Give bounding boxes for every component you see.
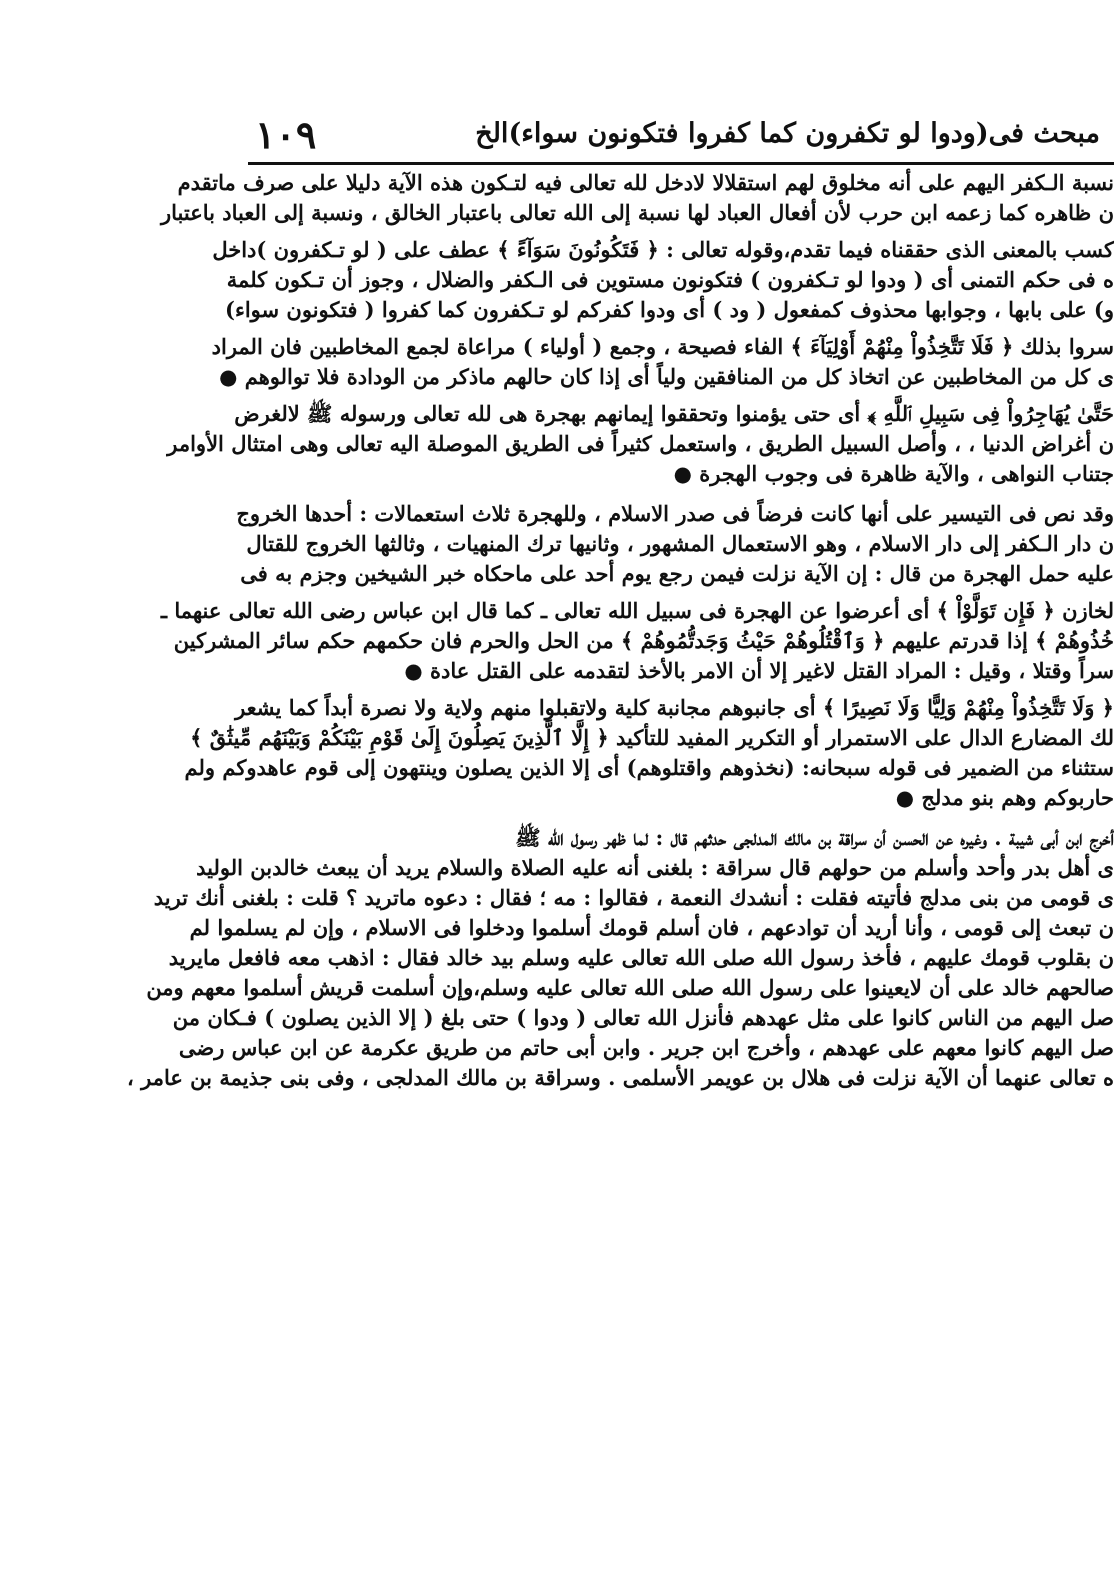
text-line: نسبة الـكفر اليهم على أنه مخلوق لهم استقلالا لادخل لله تعالى فيه لتـكون هذه الآية دليلا على صرف ماتقدم bbox=[177, 170, 1114, 195]
text-line: ﴿ وَلَا تَتَّخِذُواْ مِنْهُمْ وَلِيًّا وَلَا نَصِيرًا ﴾ أى جانبوهم مجانبة كلية ولاتقبلوا منهم ولاية ولا نصرة أبداً كما يشعر bbox=[235, 695, 1114, 720]
text-line: سراً وقتلا ، وقيل : المراد القتل لاغير إلا أن الامر بالأخذ لتقدمه على القتل عادة ● bbox=[404, 658, 1114, 683]
text-line: جتناب النواهى ، والآية ظاهرة فى وجوب الهجرة ● bbox=[673, 461, 1114, 486]
text-line: سروا بذلك ﴿ فَلَا تَتَّخِذُواْ مِنْهُمْ أَوْلِيَآءَ ﴾ الفاء فصيحة ، وجمع ( أولياء ) مراعاة لجمع المخاطبين فان المراد bbox=[211, 334, 1114, 359]
text-line: ى كل من المخاطبين عن اتخاذ كل من المنافقين ولياً أى إذا كان حالهم ماذكر من الودادة فلا توالوهم ● bbox=[219, 364, 1114, 389]
text-line: وقد نص فى التيسير على أنها كانت فرضاً فى صدر الاسلام ، وللهجرة ثلاث استعمالات : أحدها الخروج bbox=[236, 501, 1114, 526]
text-line: كسب بالمعنى الذى حققناه فيما تقدم،وقوله تعالى : ﴿ فَتَكُونُونَ سَوَآءً ﴾ عطف على ( لو تـكفرون )داخل bbox=[212, 237, 1114, 262]
page-number: ١٠٩ bbox=[255, 112, 317, 157]
header-rule bbox=[248, 162, 1114, 165]
body-text bbox=[127, 168, 1114, 1093]
text-line: خُذُوهُمْ ﴾ إذا قدرتم عليهم ﴿ وَٱقْتُلُوهُمْ حَيْثُ وَجَدتُّمُوهُمْ ﴾ من الحل والحرم فان حكمهم حكم سائر المشركين bbox=[173, 628, 1114, 653]
text-line: صل اليهم كانوا معهم على عهدهم ، وأخرج ابن جرير . وابن أبى حاتم من طريق عكرمة عن ابن عباس رضى bbox=[178, 1035, 1114, 1060]
running-title: مبحث فى(ودوا لو تكفرون كما كفروا فتكونون سواء)الخ bbox=[475, 118, 1100, 149]
text-line: ستثناء من الضمير فى قوله سبحانه: (نخذوهم واقتلوهم) أى إلا الذين يصلون وينتهون إلى قوم عاهدوكم ولم bbox=[184, 755, 1114, 780]
text-line: صالحهم خالد على أن لايعينوا على رسول الله صلى الله تعالى عليه وسلم،وإن أسلمت قريش أسلموا معهم ومن bbox=[146, 975, 1114, 1000]
text-line: ن دار الـكفر إلى دار الاسلام ، وهو الاستعمال المشهور ، وثانيها ترك المنهيات ، وثالثها الخروج للقتال bbox=[246, 531, 1114, 556]
text-line: ن بقلوب قومك عليهم ، فأخذ رسول الله صلى الله تعالى عليه وسلم بيد خالد فقال : اذهب معه فافعل مايريد bbox=[168, 945, 1114, 970]
text-line: ن أغراض الدنيا ، ، وأصل السبيل الطريق ، واستعمل كثيراً فى الطريق الموصلة اليه تعالى وهى امتثال الأوامر bbox=[167, 431, 1114, 456]
text-line: حاربوكم وهم بنو مدلج ● bbox=[895, 785, 1114, 810]
page-header bbox=[255, 112, 1100, 160]
text-line: حَتَّىٰ يُهَاجِرُواْ فِى سَبِيلِ ٱللَّهِ ﴾ أى حتى يؤمنوا وتحققوا إيمانهم بهجرة هى لله تعالى ورسوله ﷺ لالغرض bbox=[234, 401, 1114, 426]
text-line: أخرج ابن أبى شيبة . وغيره عن الحسن أن سراقة بن مالك المدلجى حدثهم قال : لما ظهر رسول الله ﷺ bbox=[515, 825, 1114, 850]
text-line: و) على بابها ، وجوابها محذوف كمفعول ( ود ) أى ودوا كفركم لو تـكفرون كما كفروا ( فتكونون سواء) bbox=[225, 297, 1114, 322]
text-line: ه تعالى عنهما أن الآية نزلت فى هلال بن عويمر الأسلمى . وسراقة بن مالك المدلجى ، وفى بنى جذيمة بن عامر ، bbox=[127, 1065, 1114, 1090]
text-line: عليه حمل الهجرة من قال : إن الآية نزلت فيمن رجع يوم أحد على ماحكاه خبر الشيخين وجزم به فى bbox=[240, 561, 1114, 586]
text-line: ى قومى من بنى مدلج فأتيته فقلت : أنشدك النعمة ، فقالوا : مه ؛ فقال : دعوه ماتريد ؟ قلت : بلغنى أنك تريد bbox=[153, 885, 1114, 910]
text-line: ى أهل بدر وأحد وأسلم من حولهم قال سراقة : بلغنى أنه عليه الصلاة والسلام يريد أن يبعث خالدبن الوليد bbox=[196, 855, 1114, 880]
text-line: لك المضارع الدال على الاستمرار أو التكرير المفيد للتأكيد ﴿ إِلَّا ٱلَّذِينَ يَصِلُونَ إِلَىٰ قَوْمِ بَيْنَكُمْ وَبَيْنَهُم مِّيثَٰقٌ ﴾ bbox=[190, 725, 1114, 750]
text-line: ن تبعث إلى قومى ، وأنا أريد أن توادعهم ، فان أسلم قومك أسلموا ودخلوا فى الاسلام ، وإن لم يسلموا لم bbox=[189, 915, 1114, 940]
text-line: ن ظاهره كما زعمه ابن حرب لأن أفعال العباد لها نسبة إلى الله تعالى باعتبار الخالق ، ونسبة إلى العباد باعتبار bbox=[161, 200, 1114, 225]
text-line: ه فى حكم التمنى أى ( ودوا لو تـكفرون ) فتكونون مستوين فى الـكفر والضلال ، وجوز أن تـكون كلمة bbox=[226, 267, 1114, 292]
text-line: لخازن ﴿ فَإِن تَوَلَّوْاْ ﴾ أى أعرضوا عن الهجرة فى سبيل الله تعالى ـ كما قال ابن عباس رضى الله تعالى عنهما ـ bbox=[160, 598, 1114, 623]
text-line: صل اليهم من الناس كانوا على مثل عهدهم فأنزل الله تعالى ( ودوا ) حتى بلغ ( إلا الذين يصلون ) فـكان من bbox=[172, 1005, 1114, 1030]
